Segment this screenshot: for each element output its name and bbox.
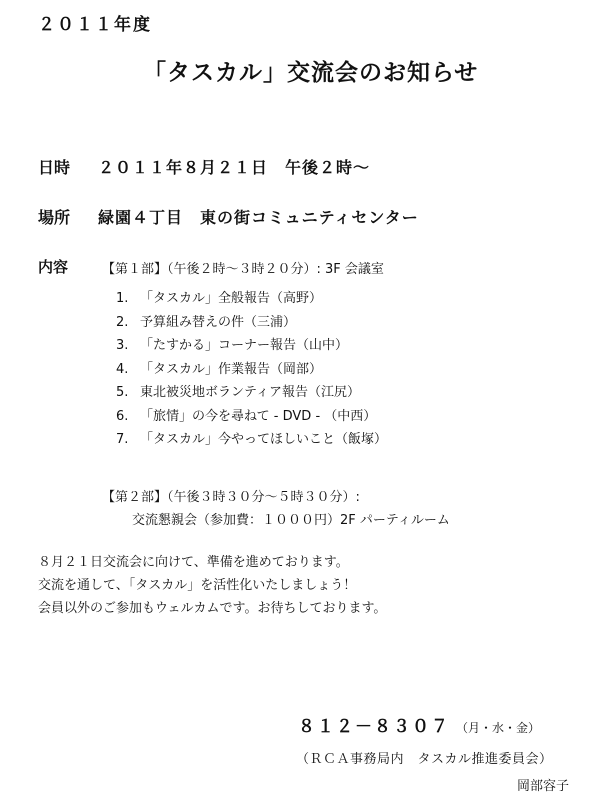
part2-header: 【第２部】（午後３時３０分～５時３０分）:: [102, 490, 360, 505]
place-value: 緑園４丁目 東の街コミュニティセンター: [98, 208, 419, 227]
agenda-item-text: 「旅情」の今を尋ねて - DVD - （中西）: [140, 408, 377, 424]
agenda-item-text: 「タスカル」今やってほしいこと（飯塚）: [140, 432, 388, 447]
agenda-item-number: 6.: [116, 408, 129, 424]
closing-message: [38, 551, 386, 620]
contact-phone: [298, 712, 540, 737]
agenda-item: [116, 384, 387, 408]
date-label: 日時: [38, 158, 71, 177]
agenda-item-text: 「タスカル」全般報告（高野）: [140, 291, 323, 306]
part2-detail: 交流懇親会（参加費：１０００円）2F パーティルーム: [132, 513, 450, 528]
agenda-item: [116, 290, 387, 314]
agenda-item-text: 「たすかる」コーナー報告（山中）: [140, 338, 349, 353]
agenda-item-number: 5.: [116, 385, 129, 400]
agenda-item-number: 1.: [116, 291, 129, 306]
agenda-item-text: 「タスカル」作業報告（岡部）: [140, 361, 323, 377]
agenda-item-text: 予算組み替えの件（三浦）: [140, 314, 297, 330]
agenda-item: [116, 431, 387, 455]
message-line: 交流を通して、「タスカル」を活性化いたしましょう！: [38, 578, 357, 593]
contact-person: 岡部容子: [517, 779, 570, 794]
date-value: ２０１１年８月２１日 午後２時～: [98, 158, 371, 177]
agenda-item-number: 2.: [116, 314, 129, 330]
agenda-item: [116, 361, 387, 385]
agenda-item: [116, 337, 387, 361]
content-label: 内容: [38, 258, 69, 276]
agenda-item-number: 4.: [116, 361, 129, 377]
message-line: ８月２１日交流会に向けて、準備を進めております。: [38, 555, 349, 570]
place-label: 場所: [38, 208, 71, 227]
agenda-item-number: 7.: [116, 432, 129, 447]
phone-days: （月・水・金）: [456, 721, 541, 735]
agenda-item-number: 3.: [116, 338, 129, 353]
agenda-list: [116, 290, 387, 455]
part1-header: 【第１部】（午後２時～３時２０分）: 3F 会議室: [102, 262, 384, 277]
agenda-item-text: 東北被災地ボランティア報告（江尻）: [140, 385, 360, 400]
contact-organization: （ＲＣＡ事務局内 タスカル推進委員会）: [296, 752, 553, 767]
agenda-item: [116, 314, 387, 338]
fiscal-year: ２０１１年度: [38, 15, 152, 35]
message-line: 会員以外のご参加もウェルカムです。お待ちしております。: [38, 601, 387, 616]
page-title: 「タスカル」交流会のお知らせ: [143, 60, 479, 86]
phone-number: ８１２－８３０７: [298, 717, 450, 737]
agenda-item: [116, 408, 387, 432]
